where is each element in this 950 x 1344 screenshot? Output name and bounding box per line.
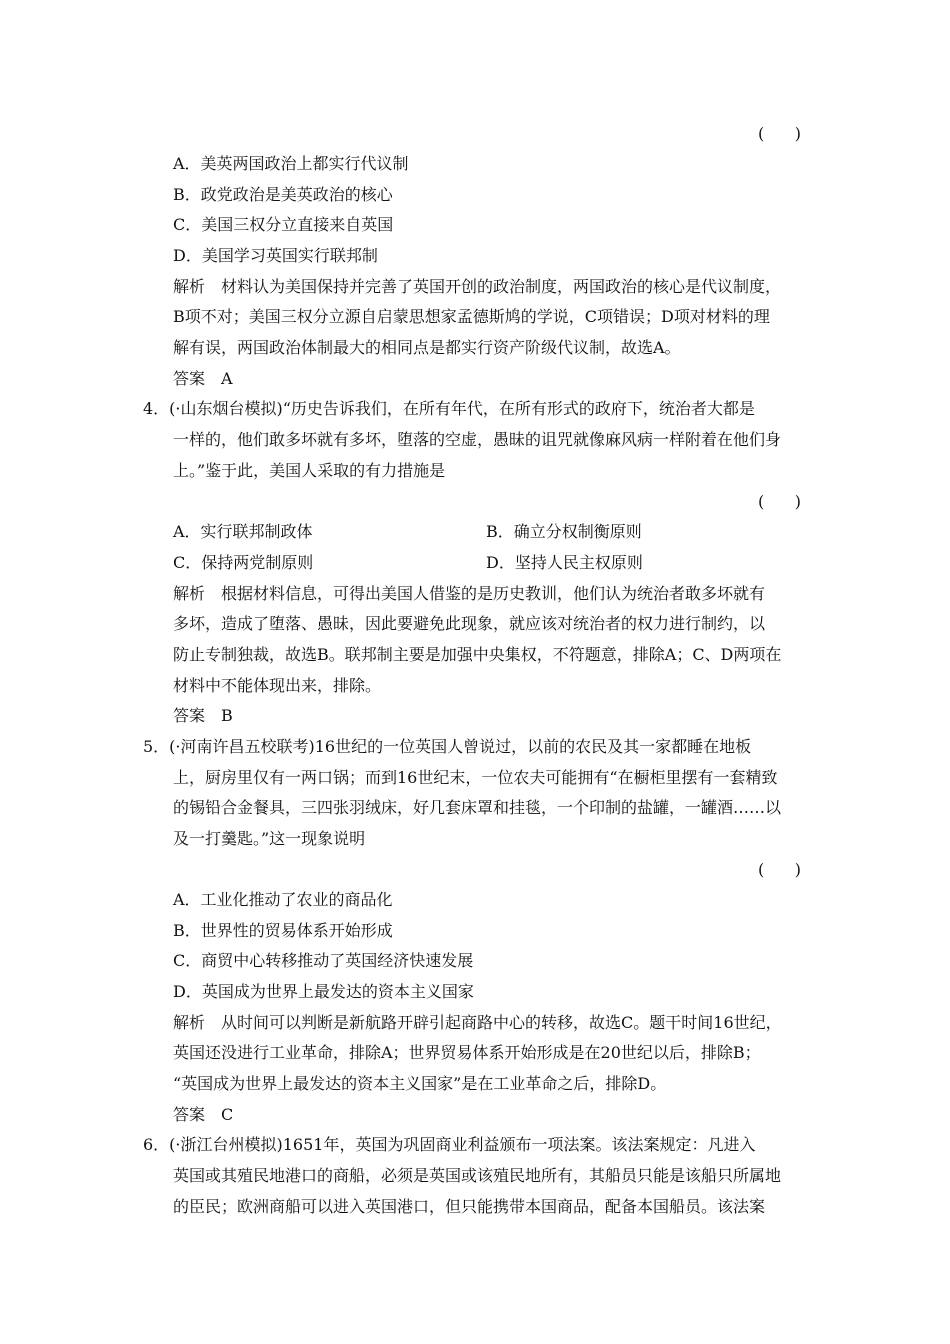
q5-analysis-label: 解析 — [173, 1013, 206, 1032]
q3-option-a: A．美英两国政治上都实行代议制 — [173, 154, 409, 173]
q3-option-c: C．美国三权分立直接来自英国 — [173, 215, 394, 234]
q4-answer-value: B — [221, 706, 233, 725]
q5-analysis-line-3: “英国成为世界上最发达的资本主义国家”是在工业革命之后，排除D。 — [173, 1074, 667, 1093]
q4-answer — [173, 706, 233, 726]
q4-analysis-label: 解析 — [173, 584, 206, 603]
q4-analysis-line-3: 防止专制独裁，故选B。联邦制主要是加强中央集权，不符题意，排除A；C、D两项在 — [173, 645, 782, 664]
q5-answer-value: C — [221, 1105, 234, 1124]
q5-option-a: A．工业化推动了农业的商品化 — [173, 890, 393, 909]
q5-analysis-line-2: 英国还没进行工业革命，排除A；世界贸易体系开始形成是在20世纪以后，排除B； — [173, 1043, 761, 1062]
q6-stem-line-1: 6．(·浙江台州模拟)1651年，英国为巩固商业利益颁布一项法案。该法案规定：凡进入 — [143, 1135, 756, 1154]
q3-option-b: B．政党政治是美英政治的核心 — [173, 185, 393, 204]
q4-option-d: D．坚持人民主权原则 — [486, 553, 643, 572]
q5-analysis-text-1: 从时间可以判断是新航路开辟引起商路中心的转移，故选C。题干时间16世纪， — [221, 1013, 782, 1032]
q5-stem-line-3: 的锡铅合金餐具，三四张羽绒床，好几套床罩和挂毯，一个印制的盐罐，一罐酒……以 — [173, 798, 782, 817]
q5-answer — [173, 1105, 233, 1125]
q4-answer-blank: ( ) — [758, 492, 801, 511]
q5-answer-label: 答案 — [173, 1105, 206, 1124]
q4-analysis-line-2: 多坏，造成了堕落、愚昧，因此要避免此现象，就应该对统治者的权力进行制约，以 — [173, 614, 766, 633]
q4-option-a: A．实行联邦制政体 — [173, 522, 313, 541]
q5-stem-line-2: 上，厨房里仅有一两口锅；而到16世纪末，一位农夫可能拥有“在橱柜里摆有一套精致 — [173, 768, 778, 787]
q3-analysis-line-3: 解有误，两国政治体制最大的相同点是都实行资产阶级代议制，故选A。 — [173, 338, 681, 357]
q3-answer-value: A — [221, 369, 233, 388]
q5-stem-line-4: 及一打羹匙。”这一现象说明 — [173, 829, 366, 848]
q5-option-c: C．商贸中心转移推动了英国经济快速发展 — [173, 951, 474, 970]
q4-analysis-line-1 — [173, 584, 765, 604]
q4-analysis-text-1: 根据材料信息，可得出美国人借鉴的是历史教训，他们认为统治者敢多坏就有 — [221, 584, 766, 603]
q6-stem-line-3: 的臣民；欧洲商船可以进入英国港口，但只能携带本国商品，配备本国船员。该法案 — [173, 1197, 766, 1216]
q4-answer-label: 答案 — [173, 706, 206, 725]
q4-stem-line-2: 一样的，他们敢多坏就有多坏，堕落的空虚，愚昧的诅咒就像麻风病一样附着在他们身 — [173, 430, 782, 449]
q4-analysis-line-4: 材料中不能体现出来，排除。 — [173, 676, 382, 695]
q3-option-d: D．美国学习英国实行联邦制 — [173, 246, 378, 265]
q6-stem-line-2: 英国或其殖民地港口的商船，必须是英国或该殖民地所有，其船员只能是该船只所属地 — [173, 1166, 782, 1185]
q5-stem-line-1: 5．(·河南许昌五校联考)16世纪的一位英国人曾说过，以前的农民及其一家都睡在地板 — [143, 737, 752, 756]
q3-answer-blank: ( ) — [758, 124, 801, 143]
q3-analysis-line-2: B项不对；美国三权分立源自启蒙思想家孟德斯鸠的学说，C项错误；D项对材料的理 — [173, 307, 770, 326]
q4-option-b: B．确立分权制衡原则 — [486, 522, 642, 541]
q3-analysis-label: 解析 — [173, 277, 206, 296]
q4-stem-line-3: 上。”鉴于此，美国人采取的有力措施是 — [173, 461, 446, 480]
q4-option-c: C．保持两党制原则 — [173, 553, 314, 572]
q3-analysis-line-1 — [173, 277, 781, 297]
q4-stem-line-1: 4．(·山东烟台模拟)“历史告诉我们，在所有年代，在所有形式的政府下，统治者大都是 — [143, 399, 755, 418]
q5-option-b: B．世界性的贸易体系开始形成 — [173, 921, 393, 940]
q3-answer-label: 答案 — [173, 369, 206, 388]
q5-option-d: D．英国成为世界上最发达的资本主义国家 — [173, 982, 474, 1001]
q5-analysis-line-1 — [173, 1013, 782, 1033]
q3-answer — [173, 369, 233, 389]
q3-analysis-text-1: 材料认为美国保持并完善了英国开创的政治制度，两国政治的核心是代议制度， — [221, 277, 782, 296]
q5-answer-blank: ( ) — [758, 860, 801, 879]
